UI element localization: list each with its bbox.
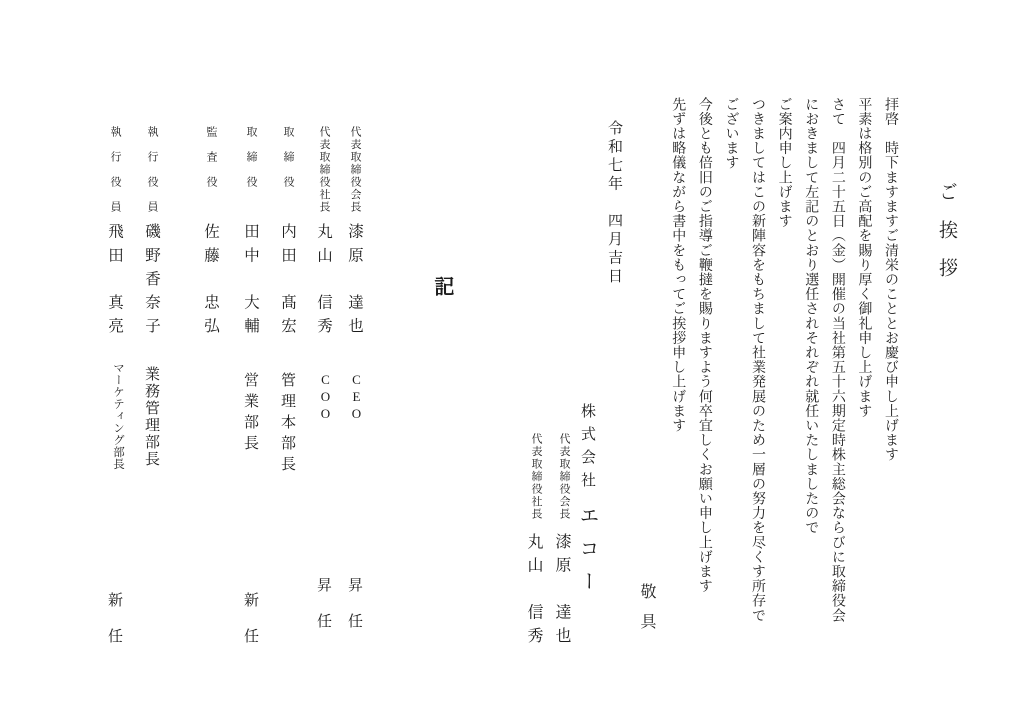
company-name: エコー: [576, 505, 598, 604]
officer-department: 営業部長: [242, 372, 258, 456]
officer-status: 昇任: [315, 577, 331, 649]
officer-role: 執行役員: [109, 126, 121, 226]
body-line: 先ずは略儀ながら書中をもってご挨拶申し上げます: [670, 97, 686, 433]
body-line: ございます: [723, 97, 739, 170]
officer-department: 管理本部長: [279, 372, 295, 477]
officer-name: 磯野香奈子: [143, 223, 160, 333]
officer-name: 内田 髙宏: [279, 223, 296, 333]
officer-role: 代表取締役社長: [318, 126, 330, 214]
representative-name: 丸山 信秀: [525, 533, 542, 643]
officer-name: 丸山 信秀: [315, 223, 332, 333]
officer-exec-title: COO: [318, 372, 333, 423]
body-line: 拝啓 時下ますますご清栄のこととお慶び申し上げます: [883, 97, 898, 462]
representative-name: 漆原 達也: [553, 533, 570, 643]
officer-status: 新任: [106, 592, 122, 664]
body-line: におきまして左記のとおり選任されそれぞれ就任いたしましたので: [803, 97, 819, 535]
officer-role: 取締役: [245, 126, 257, 201]
company-signature: [573, 403, 602, 604]
officer-department: 業務管理部長: [143, 366, 159, 468]
officer-role: 執行役員: [146, 126, 158, 226]
officer-status: 新任: [242, 592, 258, 664]
officer-name: 飛田 真亮: [106, 223, 123, 333]
representative-role: 代表取締役社長: [530, 433, 542, 521]
body-line: さて 四月二十五日（金）開催の当社第五十六期定時株主総会ならびに取締役会: [829, 97, 845, 623]
officer-status: 昇任: [346, 577, 362, 649]
representative-role: 代表取締役会長: [558, 433, 570, 521]
notice-marker: 記: [431, 276, 453, 298]
officer-name: 佐藤 忠弘: [202, 223, 219, 333]
officer-name: 田中 大輔: [242, 223, 259, 333]
officer-department: マーケティング部長: [112, 362, 124, 470]
letter-body: [664, 97, 903, 677]
closing-word: 敬具: [638, 583, 655, 643]
officer-name: 漆原 達也: [346, 223, 363, 333]
body-line: 今後とも倍旧のご指導ご鞭撻を賜りますよう何卒宜しくお願い申し上げます: [696, 97, 712, 594]
officer-role: 監査役: [205, 126, 217, 201]
officer-role: 代表取締役会長: [349, 126, 361, 214]
body-line: ご案内申し上げます: [776, 97, 792, 229]
body-line: つきましてはこの新陣容をもちまして社業発展のため一層の努力を尽くす所存で: [750, 97, 766, 623]
letter-title: ご挨拶: [936, 182, 957, 296]
officer-role: 取締役: [282, 126, 294, 201]
letter-date: 令和七年 四月吉日: [606, 120, 622, 287]
body-line: 平素は格別のご高配を賜り厚く御礼申し上げます: [856, 97, 872, 419]
company-prefix: 株式会社: [579, 403, 595, 495]
officer-exec-title: CEO: [349, 372, 364, 423]
